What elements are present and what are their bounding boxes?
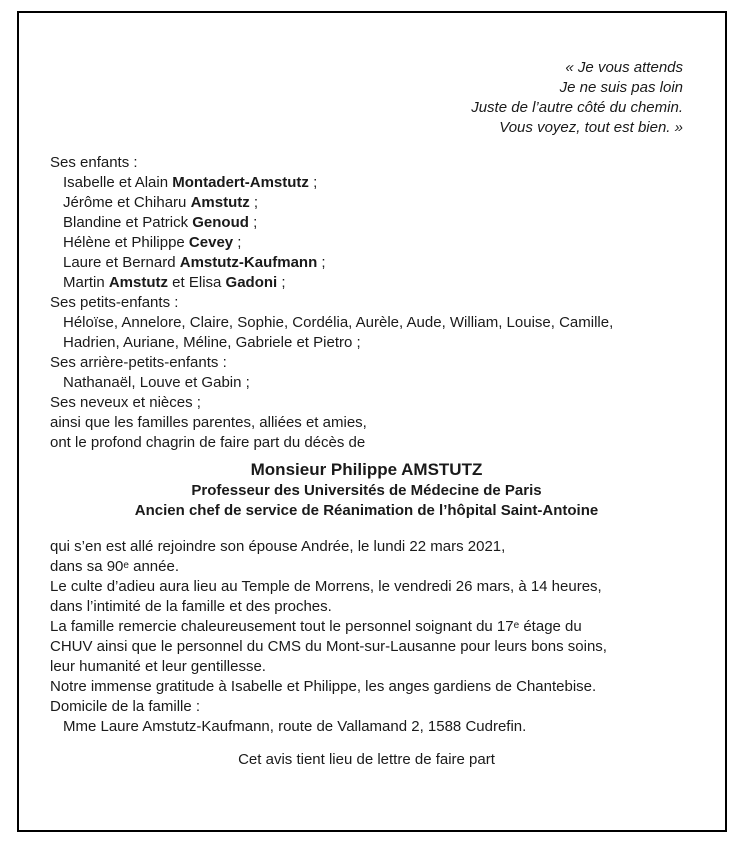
child-line — [50, 193, 683, 213]
thanks-line-text: La famille remercie chaleureusement tout le personnel soignant du 17 — [50, 618, 514, 635]
child-separator-2: ; — [277, 274, 286, 291]
grandchildren-names-line-2: Hadrien, Auriane, Méline, Gabriele et Pietro ; — [63, 334, 361, 351]
quote-line-3: Juste de l’autre côté du chemin. — [471, 99, 683, 116]
thanks-line-2: CHUV ainsi que le personnel du CMS du Mont-sur-Lausanne pour leurs bons soins, — [50, 638, 607, 655]
child-surname: Cevey — [188, 234, 234, 251]
great-grandchildren-names: Nathanaël, Louve et Gabin ; — [63, 374, 250, 391]
child-given-names: Isabelle et Alain — [63, 174, 173, 191]
child-separator: et Elisa — [168, 274, 226, 291]
child-surname: Montadert-Amstutz — [172, 174, 309, 191]
thanks-line-end: étage du — [519, 618, 582, 635]
age-line-text: dans sa 90 — [50, 558, 124, 575]
deceased-title-2: Ancien chef de service de Réanimation de l’hôpital Saint-Antoine — [134, 502, 599, 519]
child-separator: ; — [249, 194, 259, 211]
child-surname: Amstutz — [108, 274, 169, 291]
nephews-line: Ses neveux et nièces ; — [50, 394, 201, 411]
thanks-line-1 — [50, 617, 683, 637]
deceased-block — [50, 459, 683, 521]
child-given-names: Laure et Bernard — [63, 254, 180, 271]
age-line-end: année. — [128, 558, 179, 575]
child-given-names: Jérôme et Chiharu — [63, 194, 191, 211]
child-line — [50, 173, 683, 193]
child-separator: ; — [233, 234, 242, 251]
child-surname: Amstutz — [190, 194, 250, 211]
quote-line-1: « Je vous attends — [565, 59, 683, 76]
child-separator: ; — [317, 254, 326, 271]
child-line — [50, 233, 683, 253]
death-date-line: qui s’en est allé rejoindre son épouse Andrée, le lundi 22 mars 2021, — [50, 538, 506, 555]
details-section — [50, 537, 683, 737]
child-line — [50, 253, 683, 273]
child-given-names: Blandine et Patrick — [63, 214, 193, 231]
child-surname-2: Gadoni — [225, 274, 278, 291]
grandchildren-heading: Ses petits-enfants : — [50, 294, 179, 311]
child-surname: Genoud — [192, 214, 249, 231]
child-separator: ; — [248, 214, 258, 231]
grandchildren-names-line-1: Héloïse, Annelore, Claire, Sophie, Cordélia, Aurèle, Aude, William, Louise, Camille, — [63, 314, 614, 331]
age-line — [50, 557, 683, 577]
child-separator: ; — [308, 174, 318, 191]
floor-ordinal-superscript: e — [513, 619, 520, 631]
child-given-names: Hélène et Philippe — [63, 234, 189, 251]
address-heading: Domicile de la famille : — [50, 698, 201, 715]
age-ordinal-superscript: e — [123, 559, 129, 571]
child-line — [50, 273, 683, 293]
closing-line: Cet avis tient lieu de lettre de faire part — [238, 751, 495, 768]
death-notice-page — [17, 11, 727, 832]
quote-line-2: Je ne suis pas loin — [559, 79, 683, 96]
opening-quote — [50, 58, 683, 138]
deceased-name: Monsieur Philippe AMSTUTZ — [250, 460, 483, 479]
great-grandchildren-heading: Ses arrière-petits-enfants : — [50, 354, 227, 371]
child-given-names: Martin — [63, 274, 109, 291]
thanks-line-3: leur humanité et leur gentillesse. — [50, 658, 266, 675]
ceremony-line-2: dans l’intimité de la famille et des proches. — [50, 598, 332, 615]
child-line — [50, 213, 683, 233]
announcement-line: ont le profond chagrin de faire part du décès de — [50, 434, 366, 451]
deceased-title-1: Professeur des Universités de Médecine de Paris — [191, 482, 542, 499]
children-heading: Ses enfants : — [50, 154, 138, 171]
ceremony-line-1: Le culte d’adieu aura lieu au Temple de Morrens, le vendredi 26 mars, à 14 heures, — [50, 578, 602, 595]
family-section — [50, 153, 683, 453]
relatives-line: ainsi que les familles parentes, alliées et amies, — [50, 414, 367, 431]
quote-line-4: Vous voyez, tout est bien. » — [499, 119, 683, 136]
address-line: Mme Laure Amstutz-Kaufmann, route de Vallamand 2, 1588 Cudrefin. — [63, 718, 527, 735]
gratitude-line: Notre immense gratitude à Isabelle et Philippe, les anges gardiens de Chantebise. — [50, 678, 597, 695]
child-surname: Amstutz-Kaufmann — [179, 254, 318, 271]
